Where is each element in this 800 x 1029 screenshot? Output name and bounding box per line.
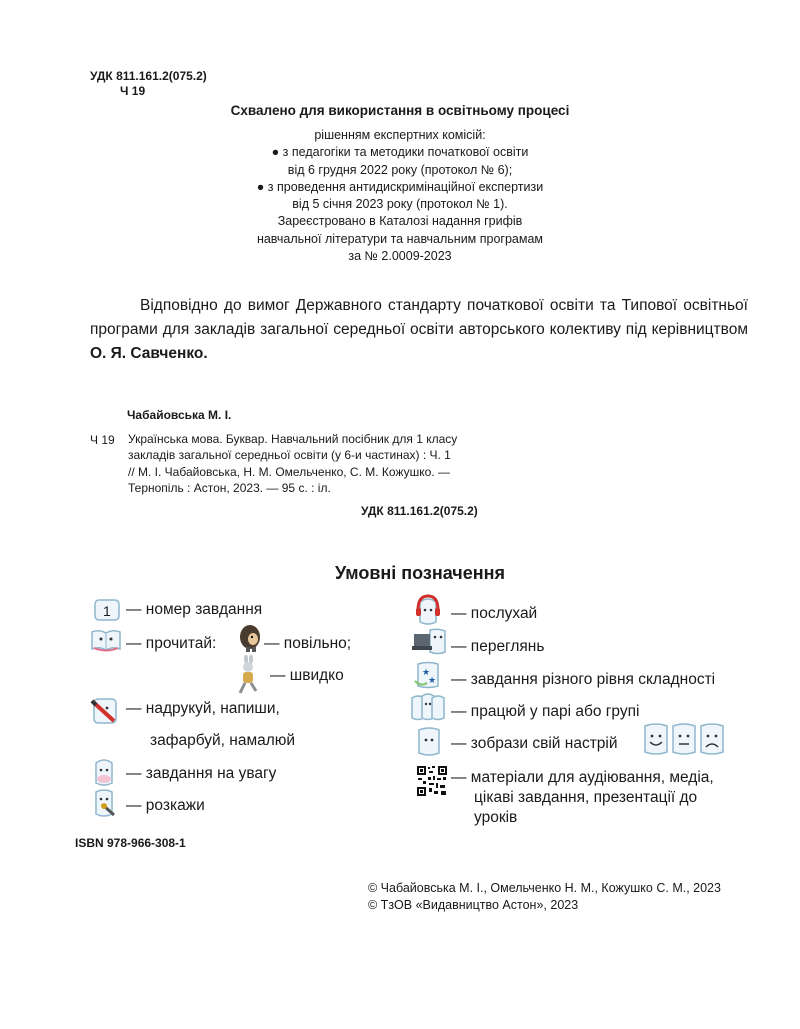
biblio-udk: УДК 811.161.2(075.2): [361, 504, 478, 518]
biblio-line: // М. І. Чабайовська, Н. М. Омельченко, С. М. Кожушко. —: [128, 464, 450, 479]
microphone-icon: [92, 788, 118, 823]
hedgehog-icon: [238, 623, 262, 658]
star-levels-icon: [413, 661, 443, 694]
legend-materials-line-2: цікаві завдання, презентації до: [474, 789, 698, 806]
legend-view: — переглянь: [451, 638, 545, 655]
svg-text:★: ★: [422, 668, 431, 678]
legend-mood: — зобрази свій настрій: [451, 735, 618, 752]
copyright-authors: © Чабайовська М. І., Омельченко Н. М., Кожушко С. М., 2023: [368, 881, 721, 895]
copyright-publisher: © ТзОВ «Видавництво Астон», 2023: [368, 898, 579, 912]
attention-icon: [92, 757, 116, 792]
pair-work-icon: [410, 692, 446, 727]
udk-code: УДК 811.161.2(075.2): [90, 69, 207, 83]
legend-materials-line-1: — матеріали для аудіювання, медіа,: [451, 769, 714, 786]
legend-slowly: — повільно;: [264, 635, 352, 652]
legend-read: — прочитай:: [126, 635, 217, 652]
legend-attention: — завдання на увагу: [126, 765, 277, 782]
legend-fast: — швидко: [270, 667, 344, 684]
legend-color-draw: зафарбуй, намалюй: [150, 732, 296, 749]
approved-title: Схвалено для використання в освітньому процесі: [230, 103, 570, 118]
approval-line: навчальної літератури та навчальним програмам: [256, 231, 544, 246]
biblio-line: Українська мова. Буквар. Навчальний посібник для 1 класу: [128, 432, 458, 446]
laptop-icon: [412, 628, 448, 661]
bbk-code: Ч 19: [120, 84, 146, 98]
task-number-digit: 1: [103, 603, 111, 619]
sad-face-icon: [699, 722, 725, 761]
neutral-face-icon: [671, 722, 697, 761]
approval-line: від 5 січня 2023 року (протокол № 1).: [292, 197, 508, 212]
task-number-icon: [94, 599, 120, 626]
approval-block: [0, 127, 800, 265]
biblio-line: закладів загальної середньої освіти (у 6-и частинах) : Ч. 1: [128, 448, 451, 463]
approval-line: рішенням експертних комісій:: [314, 128, 486, 142]
intro-text: Відповідно до вимог Державного стандарту початкової освіти та Типової освітньої програми для закладів загальної середньої освіти авторського колективу під керівництвом: [90, 297, 748, 338]
intro-author: О. Я. Савченко.: [90, 345, 208, 362]
approval-line: за № 2.0009-2023: [348, 249, 452, 264]
open-book-icon: [90, 628, 122, 657]
biblio-author: Чабайовська М. І.: [127, 408, 232, 422]
happy-face-icon: [643, 722, 669, 761]
legend-levels: — завдання різного рівня складності: [451, 671, 716, 688]
hare-icon: [235, 655, 261, 700]
headphones-icon: [414, 594, 442, 631]
approval-line: ● з проведення антидискримінаційної експертизи: [256, 179, 544, 194]
intro-paragraph: [90, 294, 748, 366]
approval-line: Зареєстровано в Каталозі надання грифів: [277, 214, 523, 229]
svg-text:★: ★: [428, 676, 437, 686]
approval-line: від 6 грудня 2022 року (протокол № 6);: [287, 162, 513, 177]
legend-task-number: — номер завдання: [126, 601, 263, 618]
legend-tell: — розкажи: [126, 797, 205, 814]
pencil-page-icon: [90, 697, 120, 730]
legend-materials-line-3: уроків: [474, 809, 518, 826]
biblio-code: Ч 19: [90, 433, 115, 447]
legend-title: Умовні позначення: [334, 563, 506, 583]
qr-code-icon: [416, 765, 448, 802]
legend-print-write: — надрукуй, напиши,: [126, 700, 280, 717]
biblio-description: [128, 431, 457, 497]
isbn: ISBN 978-966-308-1: [75, 836, 186, 850]
mood-icon: [416, 725, 442, 762]
biblio-line: Тернопіль : Астон, 2023. — 95 с. : іл.: [128, 481, 331, 496]
copyright-block: [368, 880, 721, 914]
legend-listen: — послухай: [451, 605, 538, 622]
approval-line: ● з педагогіки та методики початкової освіти: [271, 145, 529, 160]
legend-pair-work: — працюй у парі або групі: [451, 703, 640, 720]
